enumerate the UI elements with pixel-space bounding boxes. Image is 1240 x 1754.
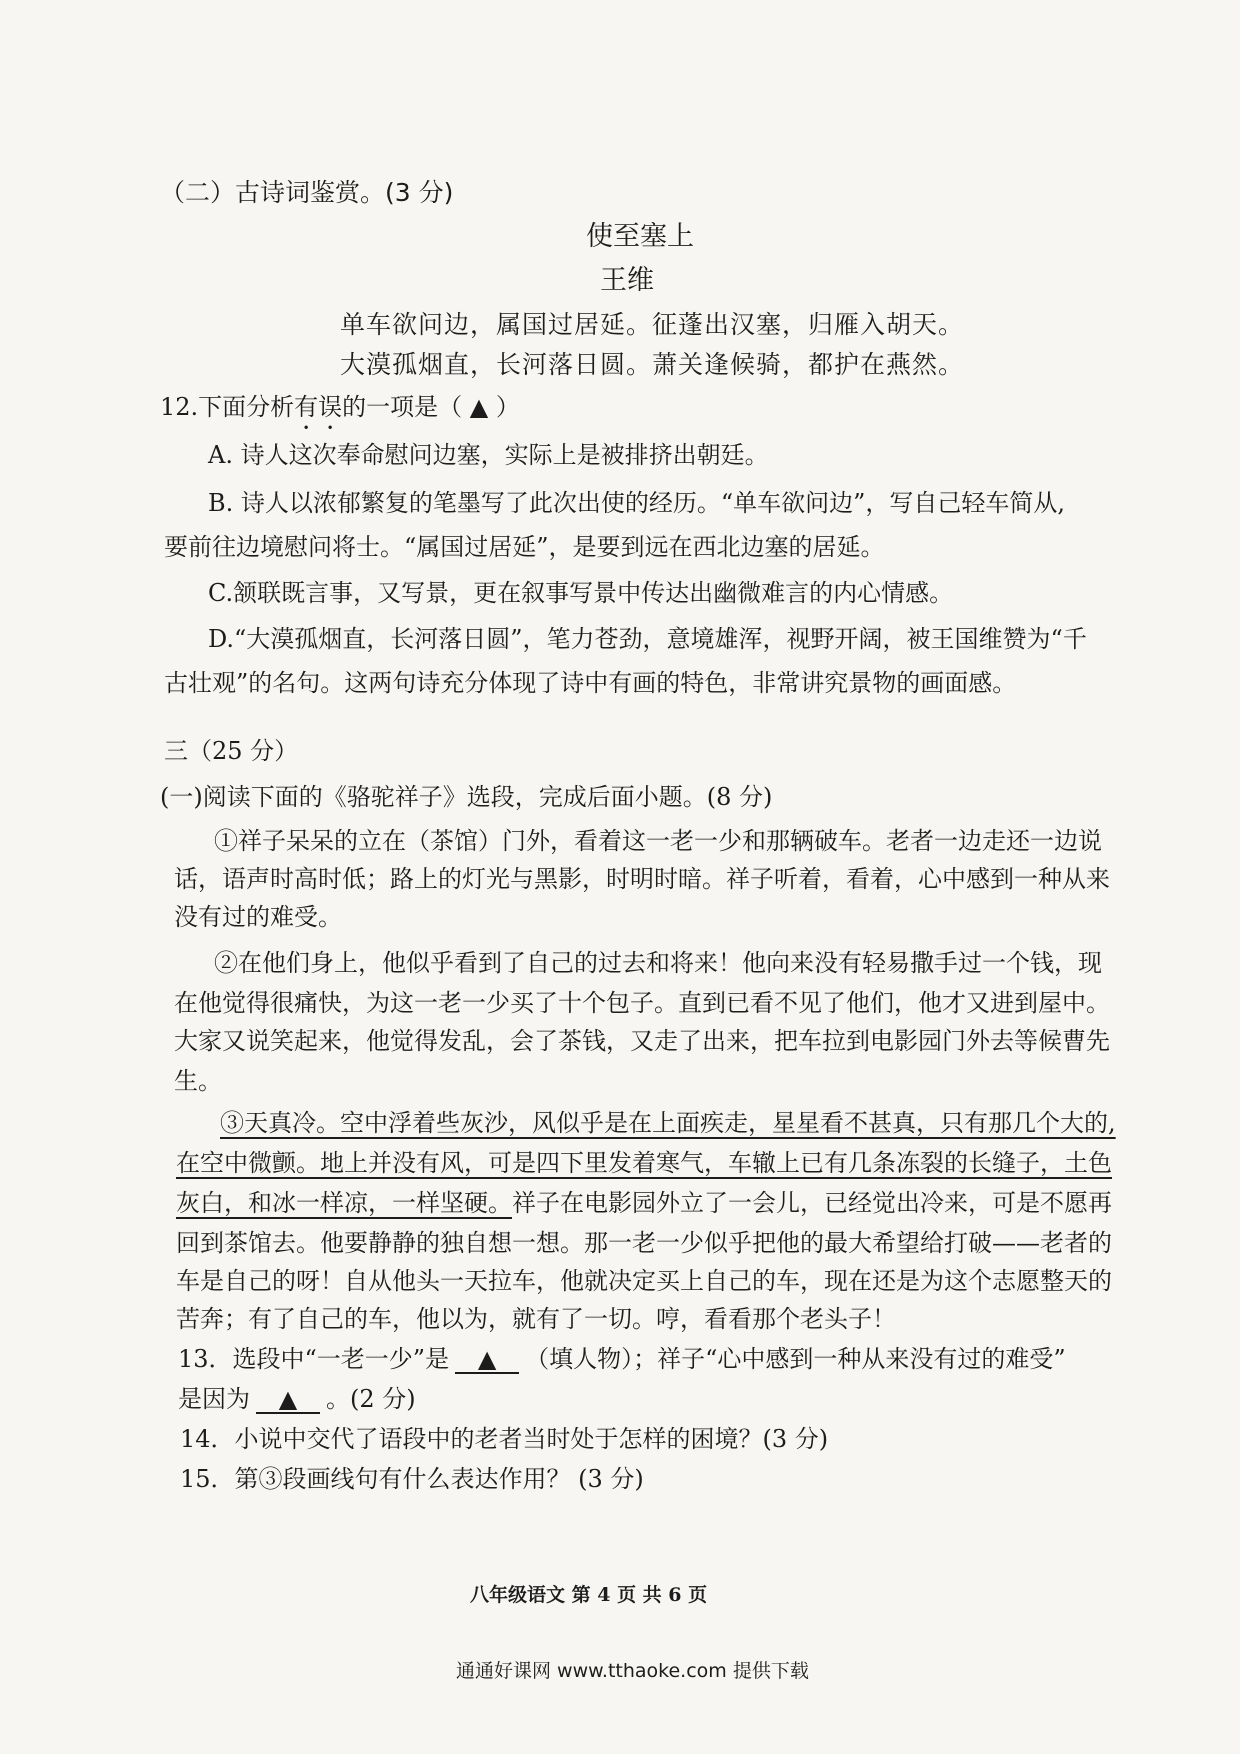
source-watermark: 通通好课网 www.tthaoke.com 提供下载 xyxy=(456,1660,809,1682)
q12-suffix: 的一项是（ ▲ ） xyxy=(342,393,520,421)
q13-answer-blank-1[interactable]: ▲ xyxy=(455,1346,519,1374)
section-heading-poetry: （二）古诗词鉴赏。(3 分) xyxy=(160,178,454,207)
question-12 xyxy=(160,390,520,435)
q12-option-d-line2: 古壮观”的名句。这两句诗充分体现了诗中有画的特色，非常讲究景物的画面感。 xyxy=(164,669,1017,697)
poem-title: 使至塞上 xyxy=(586,221,694,252)
poem-author: 王维 xyxy=(600,265,654,296)
q12-option-d-line1: D.“大漠孤烟直，长河落日圆”，笔力苍劲，意境雄浑，视野开阔，被王国维赞为“千 xyxy=(208,625,1087,653)
paragraph-3-line-1-underlined: ③天真冷。空中浮着些灰沙，风似乎是在上面疾走，星星看不甚真，只有那几个大的, xyxy=(220,1109,1116,1137)
poem-line-2: 大漠孤烟直，长河落日圆。萧关逢候骑，都护在燕然。 xyxy=(340,350,965,379)
q12-option-b-line2: 要前往边境慰问将士。“属国过居延”，是要到远在西北边塞的居延。 xyxy=(164,533,885,561)
q12-option-a: A. 诗人这次奉命慰问边塞，实际上是被排挤出朝廷。 xyxy=(208,441,769,469)
q13-answer-blank-2[interactable]: ▲ xyxy=(256,1386,320,1414)
question-15: 15．第③段画线句有什么表达作用？ (3 分) xyxy=(180,1465,644,1493)
question-13-line-2 xyxy=(178,1382,416,1416)
q13-part1: 13．选段中“一老一少”是 xyxy=(178,1345,450,1373)
paragraph-3-line-4: 回到茶馆去。他要静静的独自想一想。那一老一少似乎把他的最大希望给打破——老者的 xyxy=(176,1229,1112,1257)
q12-option-c: C.颔联既言事，又写景，更在叙事写景中传达出幽微难言的内心情感。 xyxy=(208,579,954,607)
paragraph-3-line-6: 苦奔；有了自己的车，他以为，就有了一切。哼，看看那个老头子！ xyxy=(176,1305,896,1333)
q13-part4: 。(2 分) xyxy=(326,1385,416,1413)
paragraph-2-line-4: 生。 xyxy=(174,1067,222,1095)
question-13-line-1 xyxy=(178,1342,1066,1376)
paragraph-1-line-1: ①祥子呆呆的立在（茶馆）门外，看着这一老一少和那辆破车。老者一边走还一边说 xyxy=(214,827,1102,855)
q12-emphasis: 有误 xyxy=(294,393,343,421)
poem-line-1: 单车欲问边，属国过居延。征蓬出汉塞，归雁入胡天。 xyxy=(340,310,965,339)
paragraph-1-line-3: 没有过的难受。 xyxy=(174,903,342,931)
paragraph-3-underlined-end: 灰白，和冰一样凉，一样坚硬。 xyxy=(176,1189,512,1217)
paragraph-3-line-3 xyxy=(176,1186,1112,1220)
q12-prefix: 12.下面分析 xyxy=(160,393,295,421)
section-heading-reading: 三（25 分） xyxy=(164,737,299,765)
paragraph-2-line-3: 大家又说笑起来，他觉得发乱，会了茶钱，又走了出来，把车拉到电影园门外去等候曹先 xyxy=(174,1027,1110,1055)
paragraph-2-line-1: ②在他们身上，他似乎看到了自己的过去和将来！他向来没有轻易撒手过一个钱，现 xyxy=(214,949,1102,977)
paragraph-3-line-2-underlined: 在空中微颤。地上并没有风，可是四下里发着寒气，车辙上已有几条冻裂的长缝子，土色 xyxy=(176,1149,1112,1177)
question-14: 14．小说中交代了语段中的老者当时处于怎样的困境？(3 分) xyxy=(180,1425,829,1453)
q13-part3: 是因为 xyxy=(178,1385,250,1413)
paragraph-1-line-2: 话，语声时高时低；路上的灯光与黑影，时明时暗。祥子听着，看着，心中感到一种从来 xyxy=(174,865,1110,893)
reading-subheading: (一)阅读下面的《骆驼祥子》选段，完成后面小题。(8 分) xyxy=(160,783,773,811)
q12-option-b-line1: B. 诗人以浓郁繁复的笔墨写了此次出使的经历。“单车欲问边”，写自己轻车简从, xyxy=(208,489,1066,517)
paragraph-2-line-2: 在他觉得很痛快，为这一老一少买了十个包子。直到已看不见了他们，他才又进到屋中。 xyxy=(174,989,1110,1017)
q13-part2: （填人物）；祥子“心中感到一种从来没有过的难受” xyxy=(525,1345,1066,1373)
paragraph-3-line-5: 车是自己的呀！自从他头一天拉车，他就决定买上自己的车，现在还是为这个志愿整天的 xyxy=(176,1267,1112,1295)
paragraph-3-line-3-rest: 祥子在电影园外立了一会儿，已经觉出冷来，可是不愿再 xyxy=(512,1189,1112,1217)
page-footer: 八年级语文 第 4 页 共 6 页 xyxy=(470,1584,708,1606)
